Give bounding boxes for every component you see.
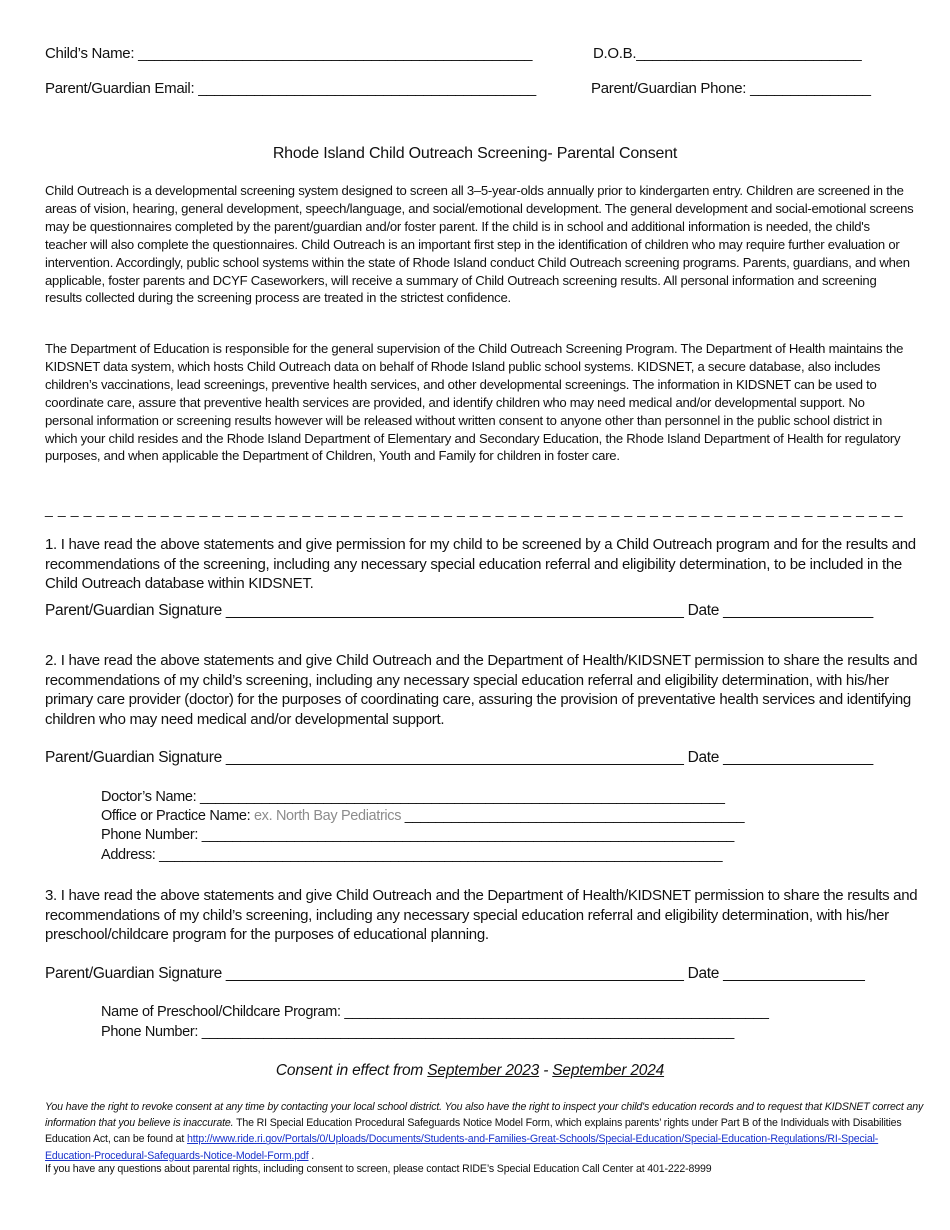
email-label: Parent/Guardian Email: [45, 80, 195, 97]
date-field[interactable]: __________________ [723, 602, 873, 619]
cut-line: _ _ _ _ _ _ _ _ _ _ _ _ _ _ _ _ _ _ _ _ _ _ _ _ _ _ _ _ _ _ _ _ _ _ _ _ _ _ _ _ _ _ _ _ _ _ _ _ _ _ _ _ _ _ _ _ _ _ _ _ _ _ _ _ _ _ _ [45, 501, 904, 517]
doctor-address-row [101, 847, 722, 863]
doctor-phone-field[interactable]: _____________________________________________________________________ [201, 827, 734, 843]
footer-safeguards-text: The RI Special Education Procedural Safeguards Notice Model Form, which explains parents’ rights under Part B of the Individuals with Disabilities Education Act, can be found at [45, 1117, 902, 1146]
phone-label: Parent/Guardian Phone: [591, 80, 747, 97]
consent-prefix: Consent in effect from [275, 1062, 424, 1079]
doctor-name-field[interactable]: ____________________________________________________________________ [199, 789, 725, 805]
signature-field[interactable]: _______________________________________________________ [225, 965, 684, 982]
footer-notice [45, 1099, 925, 1164]
doctor-phone-label: Phone Number: [101, 827, 199, 843]
child-name-field[interactable]: _________________________________________________ [138, 45, 533, 62]
practice-name-row [101, 808, 744, 824]
signature-row-3 [45, 965, 865, 983]
consent-separator: - [543, 1062, 549, 1079]
practice-name-field[interactable]: ____________________________________________ [404, 808, 745, 824]
signature-label: Parent/Guardian Signature [45, 602, 222, 619]
statement-3: 3. I have read the above statements and give Child Outreach and the Department of Health/KIDSNET permission to share the results and recommendations of my child’s screening, including any necessary special education referral and eligibility determination, with his/her preschool/childcare program for the purposes of educational planning. [45, 887, 918, 944]
date-label: Date [687, 602, 720, 619]
child-name-label: Child’s Name: [45, 45, 135, 62]
statement-1: 1. I have read the above statements and give permission for my child to be screened by a Child Outreach program and for the results and recommendations of the screening, including any necessary special education referral and eligibility determination, to be included in the Child Outreach database within KIDSNET. [45, 536, 916, 593]
signature-row-1 [45, 602, 873, 620]
consent-period [0, 1062, 940, 1080]
doctor-address-label: Address: [101, 847, 156, 863]
statement-2: 2. I have read the above statements and give Child Outreach and the Department of Health/KIDSNET permission to share the results and recommendations of my child’s screening, including any necessary special education referral and eligibility determination, with his/her primary care provider (doctor) for the purposes of coordinating care, assuring the provision of preventative health services and identifying children who may need medical and/or developmental support. [45, 652, 918, 728]
signature-label: Parent/Guardian Signature [45, 965, 222, 982]
doctor-name-row [101, 789, 725, 805]
doctor-phone-row [101, 827, 734, 843]
dob-row [593, 45, 861, 62]
date-field[interactable]: _________________ [723, 965, 865, 982]
kidsnet-paragraph: The Department of Education is responsible for the general supervision of the Child Outreach Screening Program. The Department of Health maintains the KIDSNET data system, which hosts Child Outreach data on behalf of Rhode Island public school systems. KIDSNET, a secure database, also includes children’s vaccinations, lead screenings, preventive health services, and other developmental screenings. The information in KIDSNET can be used to coordinate care, assure that preventive health services are provided, and identify children who may need medical and/or developmental support. No personal information or screening results however will be released without written consent to anyone other than personnel in the public school district in which your child resides and the Rhode Island Department of Elementary and Secondary Education, the Rhode Island Department of Health for regulatory purposes, and when applicable the Department of Children, Youth and Family for children in foster care. [45, 341, 904, 464]
safeguards-link[interactable]: http://www.ride.ri.gov/Portals/0/Uploads/Documents/Students-and-Families-Great-Schools/Special-Education/Special-Education-Regulations/RI-Special-Education-Procedural-Safeguards-Notice-Model-Form.pdf [45, 1133, 879, 1162]
preschool-name-row [101, 1004, 769, 1020]
dob-field[interactable]: ____________________________ [636, 45, 862, 62]
intro-paragraph: Child Outreach is a developmental screening system designed to screen all 3–5-year-olds annually prior to kindergarten entry. Children are screened in the areas of vision, hearing, general development, speech/language, and social/emotional development. The general development and social-emotional screens may be questionnaires completed by the parent/guardian and/or foster parent. If the child is in school and additional information is needed, the child's teacher will also complete the questionnaires. Child Outreach is an important first step in the identification of children who may require further evaluation or intervention. Accordingly, public school systems within the state of Rhode Island conduct Child Outreach screening programs. Parents, guardians, and when applicable, foster parents and DCYF Caseworkers, will receive a summary of Child Outreach screening results. All personal information and screening results collected during the screening process are treated in the strictest confidence. [45, 183, 914, 306]
preschool-phone-row [101, 1024, 734, 1040]
signature-field[interactable]: _______________________________________________________ [225, 749, 684, 766]
consent-end: September 2024 [552, 1062, 665, 1079]
email-field[interactable]: __________________________________________ [198, 80, 536, 97]
footer-link-suffix: . [311, 1149, 315, 1162]
preschool-phone-field[interactable]: _____________________________________________________________________ [201, 1024, 734, 1040]
preschool-name-field[interactable]: _______________________________________________________ [344, 1004, 769, 1020]
signature-label: Parent/Guardian Signature [45, 749, 222, 766]
consent-start: September 2023 [427, 1062, 540, 1079]
practice-name-label: Office or Practice Name: [101, 808, 251, 824]
signature-field[interactable]: _______________________________________________________ [225, 602, 684, 619]
signature-row-2 [45, 749, 873, 767]
date-label: Date [687, 965, 720, 982]
preschool-name-label: Name of Preschool/Childcare Program: [101, 1004, 341, 1020]
footer-rights-text: You have the right to revoke consent at any time by contacting your local school district. You also have the right to inspect your child's education records and to request that KIDSNET correct any information that you believe is inaccurate. [45, 1101, 924, 1130]
email-row [45, 80, 536, 97]
dob-label: D.O.B. [593, 45, 637, 62]
page-title: Rhode Island Child Outreach Screening- Parental Consent [272, 145, 678, 162]
phone-field[interactable]: _______________ [750, 80, 871, 97]
date-label: Date [687, 749, 720, 766]
phone-row [591, 80, 871, 97]
preschool-phone-label: Phone Number: [101, 1024, 199, 1040]
footer-contact: If you have any questions about parental rights, including consent to screen, please contact RIDE’s Special Education Call Center at 401-222-8999 [45, 1163, 712, 1175]
child-name-row [45, 45, 532, 62]
date-field[interactable]: __________________ [723, 749, 873, 766]
doctor-address-field[interactable]: _________________________________________________________________________ [159, 847, 723, 863]
practice-name-placeholder: ex. North Bay Pediatrics [253, 808, 402, 824]
doctor-name-label: Doctor’s Name: [101, 789, 197, 805]
